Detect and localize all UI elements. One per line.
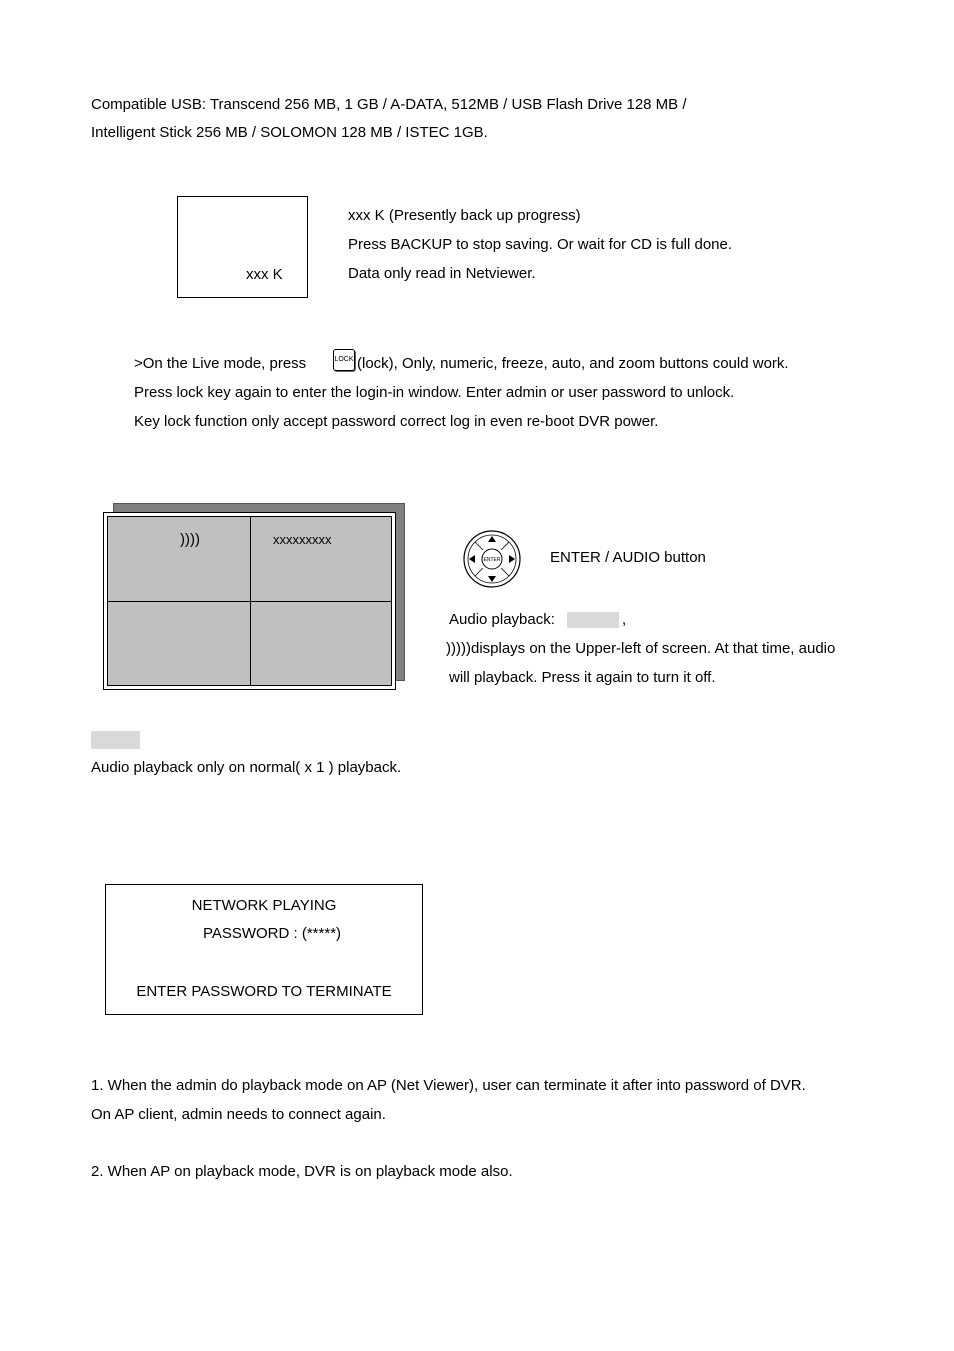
network-item-2: 2. When AP on playback mode, DVR is on playback mode also. — [91, 1163, 513, 1180]
audio-playback-label-chip — [567, 612, 619, 628]
audio-line-2: )))))displays on the Upper-left of screen. At that time, audio — [446, 640, 836, 657]
network-item-1-line-1: 1. When the admin do playback mode on AP (Net Viewer), user can terminate it after into password of DVR. — [91, 1077, 806, 1094]
network-terminate-prompt: ENTER PASSWORD TO TERMINATE — [136, 983, 392, 1000]
lock-line-3: Key lock function only accept password correct log in even re-boot DVR power. — [134, 413, 659, 430]
screen-outer-frame — [103, 512, 396, 690]
backup-line-2: Press BACKUP to stop saving. Or wait for CD is full done. — [348, 236, 733, 253]
enter-audio-button-caption: ENTER / AUDIO button — [550, 549, 706, 566]
audio-line-3: will playback. Press it again to turn it off. — [449, 669, 716, 686]
usb-line-1: Compatible USB: Transcend 256 MB, 1 GB / A-DATA, 512MB / USB Flash Drive 128 MB / — [91, 96, 687, 113]
enter-audio-button-icon — [462, 529, 522, 589]
lock-line-1-suffix: (lock), Only, numeric, freeze, auto, and zoom buttons could work. — [357, 355, 789, 372]
screen-horizontal-divider — [108, 601, 391, 602]
svg-text:ENTER: ENTER — [483, 557, 501, 563]
backup-line-1: xxx K (Presently back up progress) — [348, 207, 581, 224]
audio-line-1-suffix: , — [622, 611, 627, 628]
lock-line-1-prefix: >On the Live mode, press — [134, 355, 307, 372]
backup-line-3: Data only read in Netviewer. — [348, 265, 536, 282]
backup-progress-value: xxx K — [246, 266, 283, 283]
screen-audio-indicator-icon: )))) — [180, 531, 200, 548]
network-playing-title: NETWORK PLAYING — [191, 897, 337, 914]
note-label-chip — [91, 731, 140, 749]
audio-note: Audio playback only on normal( x 1 ) playback. — [91, 759, 402, 776]
screen-quad-display — [107, 516, 392, 686]
network-password-field: PASSWORD : (*****) — [202, 925, 342, 942]
backup-progress-box — [177, 196, 308, 298]
network-item-1-line-2: On AP client, admin needs to connect again. — [91, 1106, 386, 1123]
screen-title-text: xxxxxxxxx — [273, 532, 332, 547]
lock-key-icon: LOCK — [333, 349, 355, 371]
audio-line-1-prefix: Audio playback: — [449, 611, 555, 628]
lock-line-2: Press lock key again to enter the login-in window. Enter admin or user password to unlock. — [134, 384, 735, 401]
network-playing-dialog — [105, 884, 423, 1015]
usb-line-2: Intelligent Stick 256 MB / SOLOMON 128 MB / ISTEC 1GB. — [91, 124, 488, 141]
